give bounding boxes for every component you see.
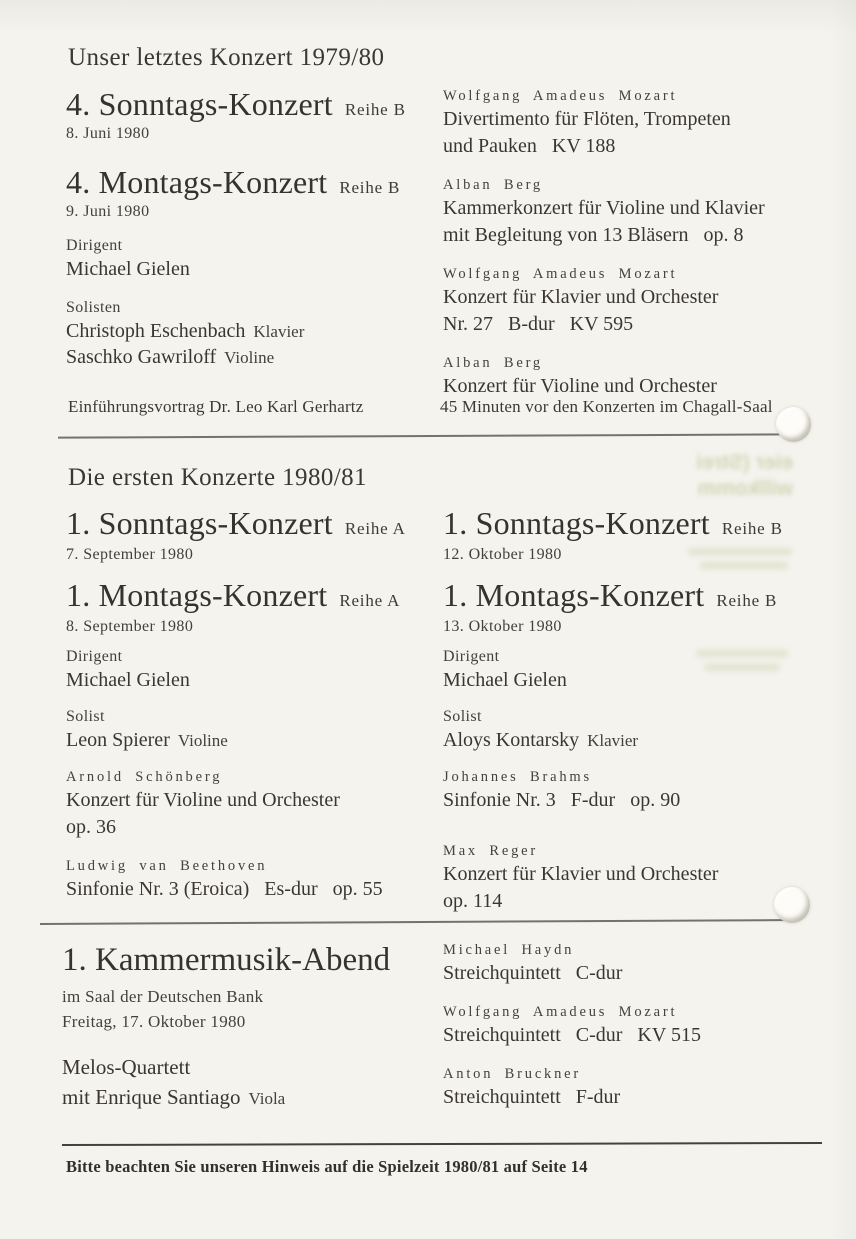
work-line: Konzert für Klavier und Orchester — [443, 286, 719, 308]
soloist-label: Solist — [66, 708, 105, 725]
soloist-row — [66, 727, 438, 753]
upcoming-left-column — [66, 503, 438, 918]
lecture-note: 45 Minuten vor den Konzerten im Chagall-Saal — [440, 397, 773, 416]
conductor-name: Michael Gielen — [66, 258, 190, 280]
chamber-venue: im Saal der Deutschen Bank — [62, 987, 264, 1006]
past-right-column — [443, 86, 843, 415]
work-entry — [443, 1002, 843, 1049]
series-label: Reihe B — [721, 519, 783, 538]
composer-name: Wolfgang Amadeus Mozart — [443, 1004, 678, 1020]
work-entry — [443, 86, 843, 160]
event-date: 8. Juni 1980 — [66, 125, 150, 142]
work-line: mit Begleitung von 13 Bläsern op. 8 — [443, 224, 744, 246]
event-title-row — [443, 503, 838, 543]
conductor-label: Dirigent — [443, 648, 500, 665]
event-title: 1. Sonntags-Konzert — [66, 505, 333, 541]
work-line: Konzert für Klavier und Orchester — [443, 863, 719, 885]
conductor-name: Michael Gielen — [66, 669, 190, 691]
work-line: Nr. 27 B-dur KV 595 — [443, 313, 634, 335]
event-title-row — [66, 503, 438, 543]
soloist-label: Solist — [443, 708, 482, 725]
work-entry — [66, 856, 438, 903]
guest-row — [62, 1082, 440, 1112]
soloist-name: Christoph Eschenbach — [66, 320, 246, 342]
conductor-label: Dirigent — [66, 648, 123, 665]
work-line: Divertimento für Flöten, Trompeten — [443, 108, 731, 130]
event-title-row — [443, 575, 838, 615]
soloist-name: Leon Spierer — [66, 729, 170, 751]
conductor-name: Michael Gielen — [443, 669, 567, 691]
footer-rule — [62, 1142, 822, 1146]
lecture-row — [68, 397, 828, 417]
guest-instrument: Viola — [248, 1089, 286, 1108]
work-line: Sinfonie Nr. 3 F-dur op. 90 — [443, 789, 681, 811]
series-label: Reihe B — [344, 100, 406, 119]
lecture-text: Einführungsvortrag Dr. Leo Karl Gerhartz — [68, 397, 364, 416]
event-title: 4. Sonntags-Konzert — [66, 86, 333, 122]
season-heading-upcoming: Die ersten Konzerte 1980/81 — [68, 464, 367, 491]
scan-edge-shading — [0, 0, 856, 34]
event-date: 9. Juni 1980 — [66, 203, 150, 220]
work-entry — [443, 175, 843, 249]
event-title: 1. Montags-Konzert — [443, 577, 705, 613]
hole-punch — [774, 887, 810, 923]
work-line: Kammerkonzert für Violine und Klavier — [443, 197, 765, 219]
composer-name: Max Reger — [443, 843, 539, 859]
work-line: Konzert für Violine und Orchester — [66, 789, 340, 811]
event-title: 4. Montags-Konzert — [66, 164, 328, 200]
work-line: op. 36 — [66, 816, 116, 838]
season-heading-past: Unser letztes Konzert 1979/80 — [68, 44, 385, 71]
composer-name: Ludwig van Beethoven — [66, 858, 268, 874]
event-date: 12. Oktober 1980 — [443, 546, 562, 563]
bleedthrough-text — [598, 450, 793, 502]
work-line: Sinfonie Nr. 3 (Eroica) Es-dur op. 55 — [66, 878, 383, 900]
ensemble-name: Melos-Quartett — [62, 1055, 191, 1079]
bleedthrough-line: willkomm — [697, 477, 793, 500]
composer-name: Johannes Brahms — [443, 769, 592, 785]
chamber-right-column — [443, 940, 843, 1126]
soloist-name: Aloys Kontarsky — [443, 729, 580, 751]
composer-name: Alban Berg — [443, 177, 543, 193]
work-entry — [443, 940, 843, 987]
composer-name: Arnold Schönberg — [66, 769, 223, 785]
event-date: 8. September 1980 — [66, 618, 194, 635]
guest-name: mit Enrique Santiago — [62, 1085, 241, 1109]
past-left-column — [66, 84, 444, 370]
work-entry — [443, 264, 843, 338]
divider-rule — [58, 433, 800, 438]
work-entry — [443, 353, 843, 400]
soloist-instrument: Klavier — [253, 322, 305, 341]
work-line: Streichquintett C-dur — [443, 962, 623, 984]
work-line: und Pauken KV 188 — [443, 135, 616, 157]
soloist-row — [443, 727, 838, 753]
hole-punch — [776, 407, 811, 442]
event-date: 13. Oktober 1980 — [443, 618, 562, 635]
soloist-instrument: Violine — [224, 348, 275, 367]
work-line: Streichquintett C-dur KV 515 — [443, 1024, 701, 1046]
chamber-date: Freitag, 17. Oktober 1980 — [62, 1012, 246, 1031]
work-line: op. 114 — [443, 890, 503, 912]
soloist-name: Saschko Gawriloff — [66, 346, 217, 368]
footer-notice: Bitte beachten Sie unseren Hinweis auf die Spielzeit 1980/81 auf Seite 14 — [66, 1157, 588, 1176]
series-label: Reihe A — [339, 591, 401, 610]
series-label: Reihe B — [339, 178, 401, 197]
work-entry — [66, 767, 438, 841]
event-title: 1. Sonntags-Konzert — [443, 505, 710, 541]
composer-name: Alban Berg — [443, 355, 543, 371]
work-entry — [443, 1064, 843, 1111]
work-entry — [443, 767, 838, 814]
soloists-label: Solisten — [66, 299, 121, 316]
chamber-title: 1. Kammermusik-Abend — [62, 942, 391, 978]
soloist-instrument: Klavier — [587, 731, 639, 750]
soloist-row — [66, 318, 444, 344]
bleedthrough-line: eier (Strei — [696, 451, 793, 474]
composer-name: Michael Haydn — [443, 942, 575, 958]
event-title-row — [66, 162, 444, 202]
series-label: Reihe B — [716, 591, 778, 610]
conductor-label: Dirigent — [66, 237, 123, 254]
chamber-left-column — [62, 938, 440, 1112]
composer-name: Wolfgang Amadeus Mozart — [443, 266, 678, 282]
event-date: 7. September 1980 — [66, 546, 194, 563]
work-line: Konzert für Violine und Orchester — [443, 375, 717, 397]
event-title: 1. Montags-Konzert — [66, 577, 328, 613]
composer-name: Wolfgang Amadeus Mozart — [443, 88, 678, 104]
event-title-row — [66, 575, 438, 615]
composer-name: Anton Bruckner — [443, 1066, 582, 1082]
soloist-instrument: Violine — [177, 731, 228, 750]
soloist-row — [66, 344, 444, 370]
work-line: Streichquintett F-dur — [443, 1086, 621, 1108]
upcoming-right-column — [443, 503, 838, 930]
event-title-row — [66, 84, 444, 124]
series-label: Reihe A — [344, 519, 406, 538]
